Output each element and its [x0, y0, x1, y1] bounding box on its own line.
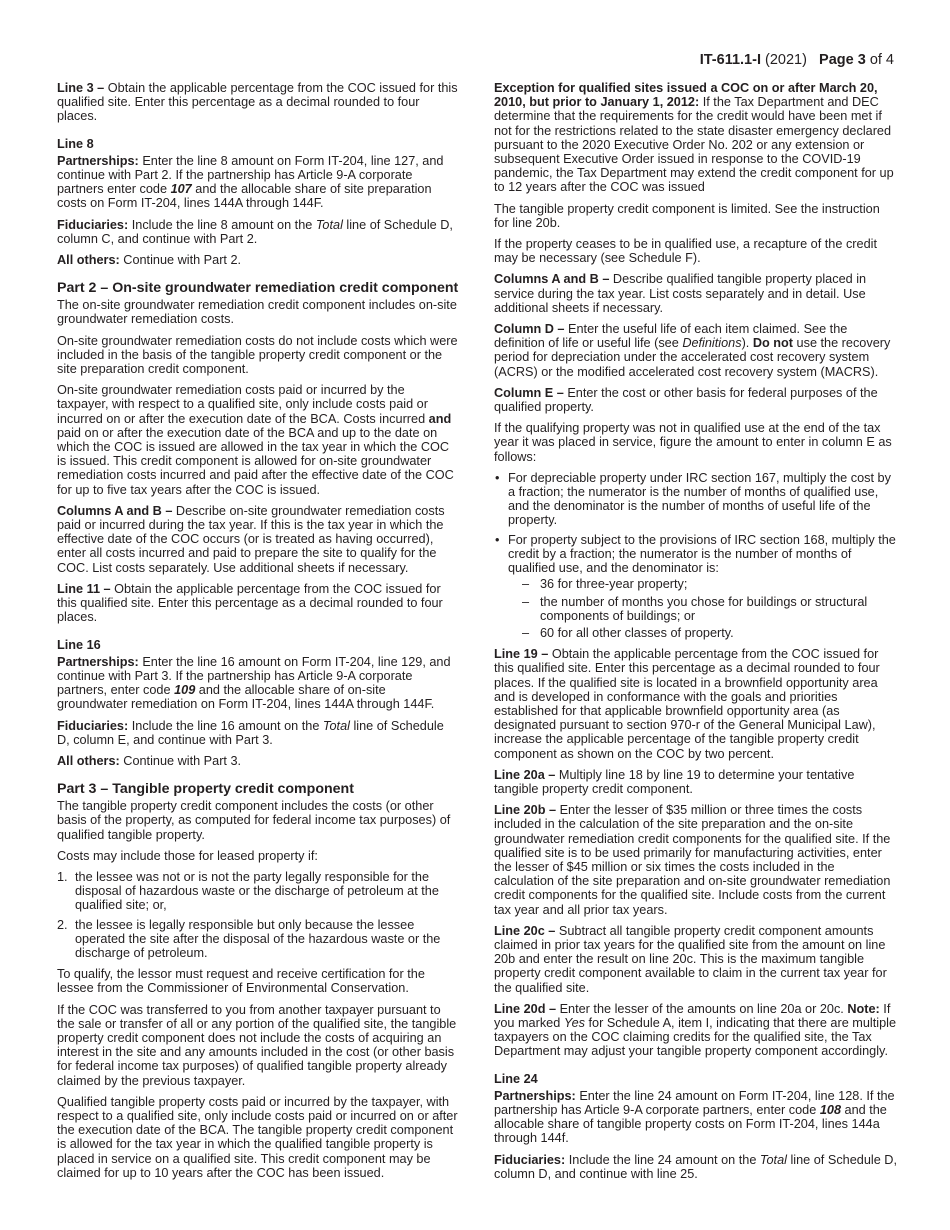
- list-item: – 60 for all other classes of property.: [522, 625, 734, 640]
- part3-paragraph-3: To qualify, the lessor must request and receive certification for the lessee from the Commissioner of Environmental Conservation.: [57, 967, 425, 996]
- column-d-instruction: Column D – Enter the useful life of each item claimed. See the definition of life or useful life (see Definitions). Do not use the recovery period for depreciation under the accelerated cost recovery system (ACRS) or the modified accelerated cost recovery system (MACRS).: [494, 322, 891, 379]
- page-label: Page 3: [819, 52, 866, 68]
- part3-paragraph-4: If the COC was transferred to you from another taxpayer pursuant to the sale or transfer of all or any portion of the qualified site, the tangible property credit component does not include the costs of acquiring an interest in the site and any amounts included in the cost (or other basis for federal income tax purposes) of qualified tangible property already claimed by the previous taxpayer.: [57, 1002, 457, 1088]
- line24-heading: Line 24: [494, 1071, 538, 1086]
- line24-partnerships: Partnerships: Enter the line 24 amount on Form IT-204, line 128. If the partnership has Article 9-A corporate partners, enter code 108 and the allocable share of tangible property costs on Form IT-204, lines 144a through 144f.: [494, 1088, 895, 1146]
- list-item: – the number of months you chose for buildings or structural components of buildings; or: [522, 594, 868, 623]
- line8-heading: Line 8: [57, 136, 94, 151]
- line24-fiduciaries: Fiduciaries: Include the line 24 amount on the Total line of Schedule D, column D, and continue with line 25.: [494, 1152, 897, 1181]
- part3-paragraph-5: Qualified tangible property costs paid or incurred by the taxpayer, with respect to a qualified site, only include costs paid or incurred on or after the execution date of the BCA. The tangible property credit component is allowed for the tax year in which the qualified tangible property is placed in service on a qualified site. This credit component may be claimed for up to 10 years after the COC has been issued.: [57, 1094, 458, 1180]
- form-year: (2021): [765, 52, 807, 68]
- line20d-instruction: Line 20d – Enter the lesser of the amounts on line 20a or 20c. Note: If you marked Yes for Schedule A, item I, indicating that there are multiple taxpayers on the COC claiming credits for the qualified site, the Tax Department may adjust your tangible property component accordingly.: [494, 1001, 896, 1059]
- list-item: 2. the lessee is legally responsible but only because the lessee operated the site after the disposal of the hazardous waste or the discharge of petroleum.: [57, 917, 441, 960]
- list-item: – 36 for three-year property;: [522, 577, 688, 592]
- line19-instruction: Line 19 – Obtain the applicable percentage from the COC issued for this qualified site. Enter this percentage as a decimal rounded to four places. If the qualified site is located in a brownfield opportunity area and is developed in conformance with the goals and priorities established for that applicable brownfield opportunity area (as designated pursuant to section 970-r of the General Municipal Law), increase the applicable percentage of the tangible property credit component as shown on the COC by two percent.: [494, 647, 880, 761]
- part3-paragraph-1: The tangible property credit component includes the costs (or other basis of the property, as computed for federal income tax purposes) of qualified tangible property.: [57, 799, 451, 842]
- column-e-instruction: Column E – Enter the cost or other basis for federal purposes of the qualified property.: [494, 385, 878, 415]
- denominator-list: [522, 577, 898, 640]
- part2-paragraph-3: On-site groundwater remediation costs paid or incurred by the taxpayer, with respect to a qualified site, only include costs paid or incurred on or after the execution date of the BCA. Costs incurred and paid on or after the execution date of the BCA and up to the date on which the COC is issued are allowed in the tax year in which the COC is issued. This credit component is allowed for on-site groundwater remediation costs incurred and paid after the effective date of the COC for up to five tax years after the COC is issued.: [57, 383, 454, 497]
- list-item: 1. the lessee was not or is not the party legally responsible for the disposal of hazardous waste or the discharge of petroleum at the qualified site; or,: [57, 869, 439, 913]
- line8-partnerships: Partnerships: Enter the line 8 amount on Form IT-204, line 127, and continue with Part 2. If the partnership has Article 9-A corporate partners enter code 107 and the allocable share of site preparation costs on Form IT-204, lines 144A through 144F.: [57, 153, 444, 211]
- page-header: [700, 52, 894, 69]
- list-item: • For property subject to the provisions of IRC section 168, multiply the credit by a fraction; the numerator is the number of months of qualified use, and the denominator is: – 36 for three-year property; – the number of months you chose for buildings or structural components of buildings; or – 60 for all other classes of property.: [494, 533, 898, 640]
- line3-instruction: Line 3 – Obtain the applicable percentage from the COC issued for this qualified site. Enter this percentage as a decimal rounded to four places.: [57, 81, 458, 124]
- part3-heading: Part 3 – Tangible property credit component: [57, 781, 354, 798]
- right-column: [494, 81, 898, 1188]
- part2-paragraph-2: On-site groundwater remediation costs do not include costs which were included in the basis of the tangible property credit component or the site preparation credit component.: [57, 333, 458, 377]
- line16-partnerships: Partnerships: Enter the line 16 amount on Form IT-204, line 129, and continue with Part 3. If the partnership has Article 9-A corporate partners, enter code 109 and the allocable share of on-site groundwater remediation on Form IT-204, lines 144A through 144F.: [57, 654, 451, 712]
- list-item: • For depreciable property under IRC section 167, multiply the cost by a fraction; the numerator is the number of months of qualified use, and the denominator is the number of months of useful life of the property.: [495, 470, 891, 528]
- line20b-instruction: Line 20b – Enter the lesser of $35 million or three times the costs included in the calculation of the site preparation and the on-site groundwater remediation credit components for the qualified site. If the qualified site is to be used primarily for manufacturing activities, enter the lesser of $45 million or six times the costs included in the calculation of the site preparation and on-site groundwater remediation credit components for the qualified site. Include costs from the current tax year and all prior tax years.: [494, 803, 891, 917]
- leased-property-list: [57, 870, 459, 960]
- page-of: of 4: [869, 52, 894, 68]
- line11-instruction: Line 11 – Obtain the applicable percentage from the COC issued for this qualified site. Enter this percentage as a decimal rounded to four places.: [57, 581, 443, 625]
- limited-paragraph: The tangible property credit component is limited. See the instruction for line 20b.: [494, 201, 880, 230]
- exception-paragraph: Exception for qualified sites issued a COC on or after March 20, 2010, but prior to January 1, 2012: If the Tax Department and DEC determine that the requirements for the credit would have been met if not for the restrictions related to the state disaster emergency declared pursuant to the 2020 Executive Order No. 202 or any extension or subsequent Executive Order issued in response to the COVID-19 pandemic, the Tax Department may extend the credit component for up to 12 years after the COC was issued: [494, 81, 894, 195]
- left-column: [57, 81, 459, 1187]
- line16-heading: Line 16: [57, 637, 101, 652]
- line8-all-others: All others: Continue with Part 2.: [57, 253, 242, 268]
- line8-fiduciaries: Fiduciaries: Include the line 8 amount on the Total line of Schedule D, column C, and continue with Part 2.: [57, 217, 453, 246]
- part2-heading: Part 2 – On-site groundwater remediation credit component: [57, 280, 459, 297]
- part3-paragraph-2: Costs may include those for leased property if:: [57, 848, 318, 863]
- part2-columns-a-b: Columns A and B – Describe on-site groundwater remediation costs paid or incurred during the tax year. If this is the tax year in which the effective date of the COC occurs (or is treated as having occurred), enter all costs incurred and paid to prepare the site to qualify for the COC. List costs separately. Use additional sheets if necessary.: [57, 503, 445, 575]
- part2-paragraph-1: The on-site groundwater remediation credit component includes on-site groundwater remediation costs.: [57, 298, 457, 327]
- form-id: IT-611.1-I: [699, 52, 761, 68]
- property-bullet-list: [494, 471, 898, 640]
- line16-all-others: All others: Continue with Part 3.: [57, 753, 242, 768]
- not-qualified-paragraph: If the qualifying property was not in qualified use at the end of the tax year it was placed in service, figure the amount to enter in column E as follows:: [494, 421, 892, 464]
- recapture-paragraph: If the property ceases to be in qualified use, a recapture of the credit may be necessary (see Schedule F).: [494, 237, 877, 266]
- columns-a-b-instruction: Columns A and B – Describe qualified tangible property placed in service during the tax year. List costs separately and in detail. Use additional sheets if necessary.: [494, 272, 867, 315]
- line16-fiduciaries: Fiduciaries: Include the line 16 amount on the Total line of Schedule D, column E, and continue with Part 3.: [57, 718, 444, 747]
- line20c-instruction: Line 20c – Subtract all tangible property credit component amounts claimed in prior tax years for the qualified site from the amount on line 20b and enter the result on line 20c. This is the maximum tangible property credit component available to claim in the current tax year for the qualified site.: [494, 923, 887, 995]
- line20a-instruction: Line 20a – Multiply line 18 by line 19 to determine your tentative tangible property credit component.: [494, 767, 855, 796]
